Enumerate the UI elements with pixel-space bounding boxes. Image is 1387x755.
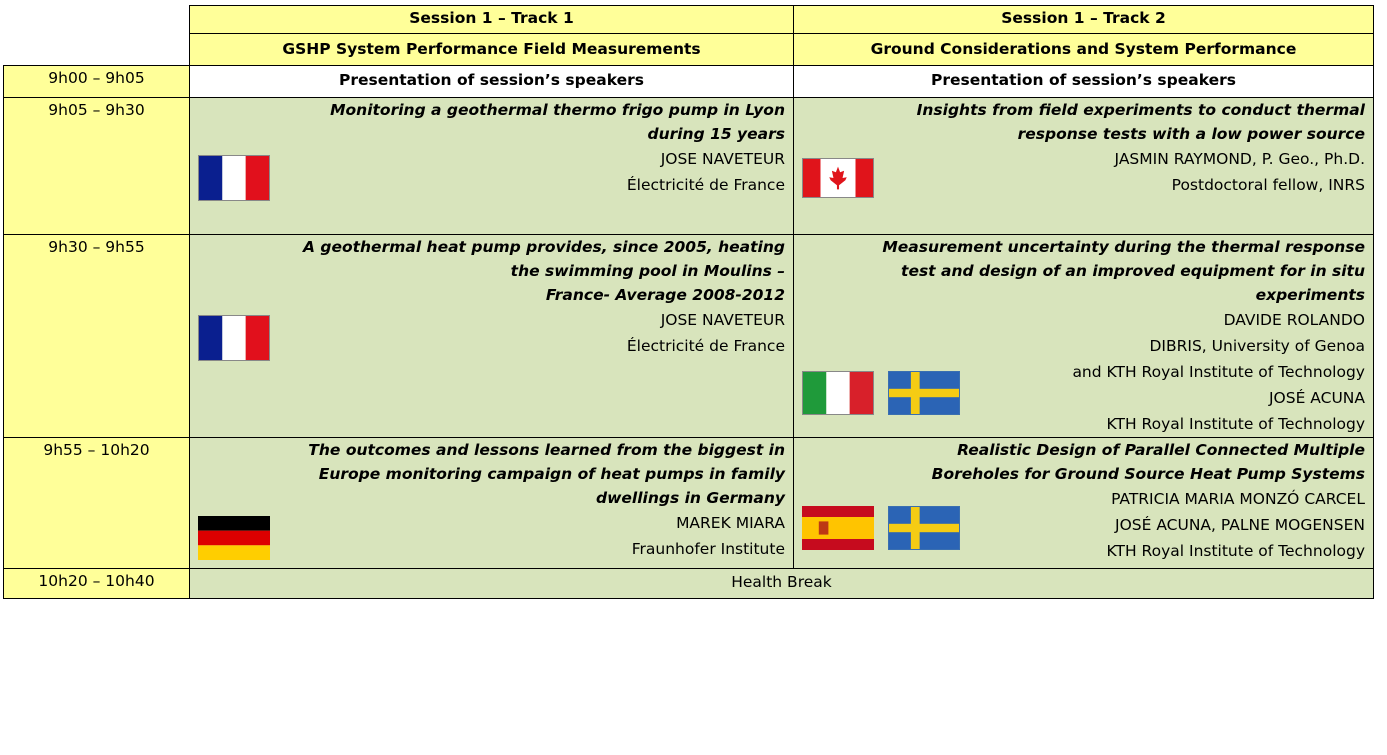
speaker-name: JOSÉ ACUNA, PALNE MOGENSEN [1115, 516, 1365, 534]
speaker-name: MAREK MIARA [676, 514, 785, 532]
talk-title-line: dwellings in Germany [596, 489, 785, 507]
speaker-name: DAVIDE ROLANDO [1223, 311, 1365, 329]
talk-title-line: A geothermal heat pump provides, since 2005, heating [302, 238, 785, 256]
speaker-affiliation: KTH Royal Institute of Technology [1106, 542, 1365, 560]
sweden-flag-icon [888, 371, 960, 415]
track2-talk-cell [794, 438, 1374, 569]
speaker-affiliation: DIBRIS, University of Genoa [1149, 337, 1365, 355]
corner-empty [4, 6, 190, 34]
talk-title-line: Boreholes for Ground Source Heat Pump Systems [931, 465, 1365, 483]
spain-flag-icon [802, 506, 874, 550]
speaker-affiliation: Postdoctoral fellow, INRS [1171, 176, 1365, 194]
header-row-theme [4, 34, 1374, 66]
italy-flag-icon [802, 371, 874, 415]
canada-flag-icon [802, 158, 874, 198]
speaker-name: JOSE NAVETEUR [660, 150, 785, 168]
talk-title-line: during 15 years [647, 125, 785, 143]
talk-title-line: test and design of an improved equipment for in situ [901, 262, 1365, 280]
track1-talk-cell [190, 235, 794, 438]
track1-talk-cell [190, 438, 794, 569]
talk-title-line: experiments [1255, 286, 1365, 304]
talk-title-line: Measurement uncertainty during the thermal response [882, 238, 1365, 256]
speaker-affiliation: Électricité de France [626, 337, 785, 355]
track2-talk-cell [794, 235, 1374, 438]
speaker-name: JASMIN RAYMOND, P. Geo., Ph.D. [1114, 150, 1365, 168]
track1-session-label: Session 1 – Track 1 [190, 6, 794, 34]
speaker-affiliation: and KTH Royal Institute of Technology [1072, 363, 1365, 381]
schedule-row [4, 235, 1374, 438]
france-flag-icon [198, 155, 270, 201]
time-slot: 9h00 – 9h05 [4, 66, 190, 98]
speaker-name: JOSÉ ACUNA [1268, 389, 1365, 407]
track2-talk-cell [794, 98, 1374, 235]
schedule-row [4, 98, 1374, 235]
talk-title-line: the swimming pool in Moulins – [510, 262, 785, 280]
talk-title-line: response tests with a low power source [1017, 125, 1365, 143]
schedule-table [3, 5, 1374, 599]
track1-theme-label: GSHP System Performance Field Measurements [190, 34, 794, 66]
corner-empty [4, 34, 190, 66]
talk-title-line: Insights from field experiments to conduct thermal [916, 101, 1365, 119]
talk-title-line: Europe monitoring campaign of heat pumps in family [318, 465, 785, 483]
speaker-affiliation: KTH Royal Institute of Technology [1106, 415, 1365, 433]
sweden-flag-icon [888, 506, 960, 550]
time-slot: 9h55 – 10h20 [4, 438, 190, 569]
header-row-session [4, 6, 1374, 34]
track2-session-intro: Presentation of session’s speakers [794, 66, 1374, 98]
schedule-row [4, 66, 1374, 98]
time-slot: 10h20 – 10h40 [4, 569, 190, 599]
track1-session-intro: Presentation of session’s speakers [190, 66, 794, 98]
talk-title-line: The outcomes and lessons learned from the biggest in [308, 441, 785, 459]
track2-theme-label: Ground Considerations and System Performance [794, 34, 1374, 66]
track1-talk-cell [190, 98, 794, 235]
track2-session-label: Session 1 – Track 2 [794, 6, 1374, 34]
talk-title-line: Monitoring a geothermal thermo frigo pump in Lyon [330, 101, 785, 119]
speaker-name: JOSE NAVETEUR [660, 311, 785, 329]
speaker-affiliation: Électricité de France [626, 176, 785, 194]
time-slot: 9h05 – 9h30 [4, 98, 190, 235]
talk-title-line: France- Average 2008-2012 [545, 286, 785, 304]
france-flag-icon [198, 315, 270, 361]
schedule-row [4, 569, 1374, 599]
talk-title-line: Realistic Design of Parallel Connected Multiple [957, 441, 1365, 459]
germany-flag-icon [198, 516, 270, 560]
health-break-label: Health Break [190, 569, 1374, 599]
schedule-row [4, 438, 1374, 569]
speaker-name: PATRICIA MARIA MONZÓ CARCEL [1111, 490, 1365, 508]
speaker-affiliation: Fraunhofer Institute [631, 540, 785, 558]
time-slot: 9h30 – 9h55 [4, 235, 190, 438]
